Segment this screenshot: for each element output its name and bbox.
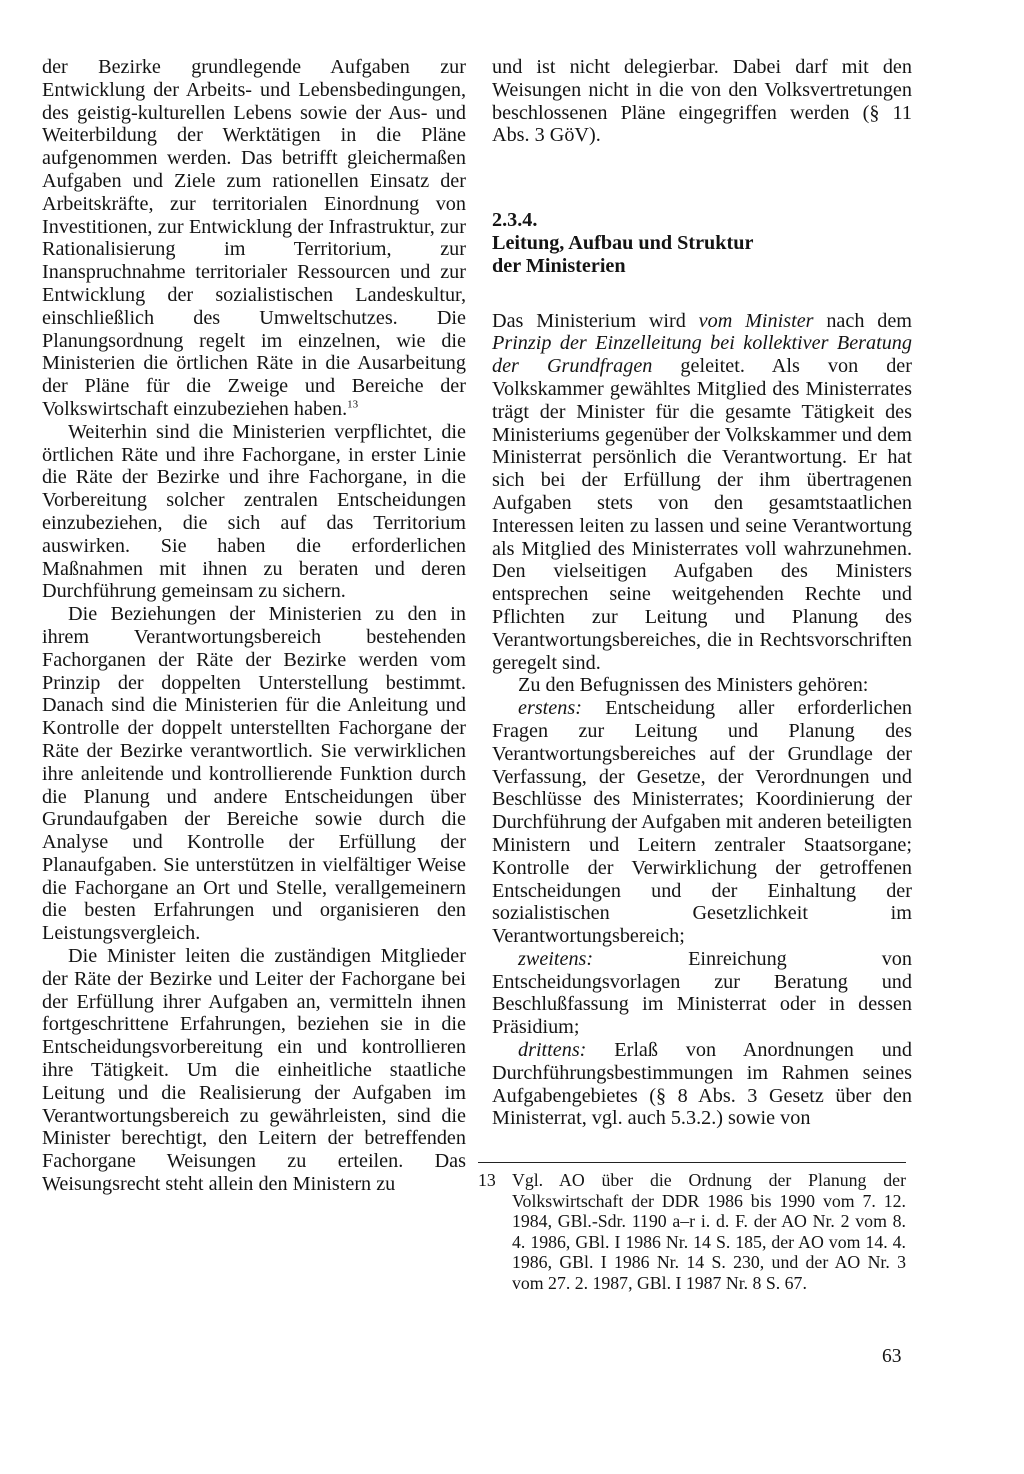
section-title-line: Leitung, Aufbau und Struktur [492,231,754,254]
list-label: erstens: [518,697,582,720]
list-text: Einreichung von Entscheidungsvorlagen zur Beratung und Beschlußfassung im Ministerrat oder in dessen Präsidium; [492,947,912,1039]
paragraph: Weiterhin sind die Ministerien verpflichtet, die örtlichen Räte und ihre Fachorgane, in erster Linie die Räte der Bezirke und ihre Fachorgane, in die Vorbereitung solcher zentralen Entscheidungen einzubeziehen, die sich auf das Territorium auswirken. Sie haben die erforderlichen Maßnahmen mit ihnen zu beraten und deren Durchführung gemeinsam zu sichern. [42,420,466,603]
paragraph [42,56,466,421]
section-title-line: der Ministerien [492,254,626,277]
section-number: 2.3.4. [492,209,538,232]
emphasis: vom Minister [698,309,814,332]
paragraph: Die Minister leiten die zuständigen Mitglieder der Räte der Bezirke und Leiter der Fachorgane bei der Erfüllung ihrer Aufgaben an, vermitteln ihnen fortgeschrittene Erfahrungen, beziehen sie in die Entscheidungsvorbereitung ein und kontrollieren ihre Tätigkeit. Um die einheitliche staatliche Leitung und die Realisierung der Aufgaben im Verantwortungsbereich zu gewährleisten, sind die Minister berechtigt, den Leitern der betreffenden Fachorgane Weisungen zu erteilen. Das Weisungsrecht steht allein den Ministern zu [42,945,466,1196]
paragraph: Die Beziehungen der Ministerien zu den in ihrem Verantwortungsbereich bestehenden Fachorganen der Räte der Bezirke werden vom Prinzip der doppelten Unterstellung bestimmt. Danach sind die Ministerien für die Anleitung und Kontrolle der doppelt unterstellten Fachorgane der Räte der Bezirke verantwortlich. Sie verwirklichen ihre anleitende und kontrollierende Funktion durch die Planung und andere Entscheidungen über Grundaufgaben der Bereiche sowie durch die Analyse und Kontrolle der Erfüllung der Planaufgaben. Sie unterstützen in vielfältiger Weise die Fachorgane an Ort und Stelle, verallgemeinern die besten Erfahrungen und organisieren den Leistungsvergleich. [42,603,466,945]
list-label: zweitens: [518,947,594,970]
right-column [492,56,912,1130]
footnote-divider [478,1162,906,1163]
left-column [42,56,466,1196]
paragraph-text: der Bezirke grundlegende Aufgaben zur Entwicklung der Arbeits- und Lebensbedingungen, des geistig-kulturellen Lebens sowie der Aus- und Weiterbildung der Werktätigen in die Pläne aufgenommen werden. Das betrifft gleichermaßen Aufgaben und Ziele zum rationellen Einsatz der Arbeitskräfte, zur territorialen Einordnung von Investitionen, zur Entwicklung der Infrastruktur, zur Rationalisierung im Territorium, zur Inanspruchnahme territorialer Ressourcen und zur Entwicklung der sozialistischen Landeskultur, einschließlich des Umweltschutzes. Die Planungsordnung regelt im einzelnen, wie die Ministerien die örtlichen Räte in die Ausarbeitung der Pläne für die Zweige und Bereiche der Volkswirtschaft einzubeziehen haben. [42,56,466,420]
emphasis: Prinzip der Einzelleitung bei kollektiver Beratung der Grundfragen [492,332,912,378]
list-item [492,1039,912,1130]
footnote [478,1170,906,1294]
list-text: Entscheidung aller erforderlichen Fragen zur Leitung und Planung des Verantwortungsbereiches auf der Grundlage der Verfassung, der Gesetze, der Verordnungen und Beschlüsse des Ministerrates; Koordinierung der Durchführung der Aufgaben mit anderen beteiligten Ministern und Leitern zentraler Staatsorgane; Kontrolle der Verwirklichung der getroffenen Entscheidungen und der Einhaltung der sozialistischen Gesetzlichkeit im Verantwortungsbereich; [492,697,912,948]
list-text: Erlaß von Anordnungen und Durchführungsbestimmungen im Rahmen seines Aufgabengebietes (§ 8 Abs. 3 Gesetz über den Ministerrat, vgl. auch 5.3.2.) sowie von [492,1039,912,1130]
list-item [492,948,912,1039]
page-number: 63 [882,1346,902,1367]
text-run: geleitet. Als von der Volkskammer gewähltes Mitglied des Ministerrates trägt der Minister für die gesamte Tätigkeit des Ministeriums gegenüber der Volkskammer und dem Ministerrat persönlich die Verantwortung. Er hat sich bei der Erfüllung der ihm übertragenen Aufgaben stets von den gesamtstaatlichen Interessen leiten zu lassen und seine Verantwortung als Mitglied des Ministerrates voll wahrzunehmen. Den vielseitigen Aufgaben des Ministers entsprechen seine weitgehenden Rechte und Pflichten zur Leitung und Planung des Verantwortungsbereiches, die in Rechtsvorschriften geregelt sind. [492,355,912,674]
list-item [492,697,912,948]
section-heading [492,209,912,277]
footnote-number: 13 [478,1170,496,1190]
text-run: Das Ministerium wird [492,309,699,332]
footnote-reference[interactable]: 13 [347,398,359,411]
paragraph: Zu den Befugnissen des Ministers gehören: [518,674,869,697]
paragraph [492,310,912,675]
paragraph: und ist nicht delegierbar. Dabei darf mit den Weisungen nicht in die von den Volksvertretungen beschlossenen Pläne eingegriffen werden (§ 11 Abs. 3 GöV). [492,56,912,147]
list-label: drittens: [518,1039,587,1062]
text-run: nach dem [813,309,912,332]
footnote-text: Vgl. AO über die Ordnung der Planung der Volkswirtschaft der DDR 1986 bis 1990 vom 7. 12. 1984, GBl.-Sdr. 1190 a–r i. d. F. der AO Nr. 2 vom 8. 4. 1986, GBl. I 1986 Nr. 14 S. 185, der AO vom 14. 4. 1986, GBl. I 1986 Nr. 14 S. 230, und der AO Nr. 3 vom 27. 2. 1987, GBl. I 1987 Nr. 8 S. 67. [512,1170,906,1293]
